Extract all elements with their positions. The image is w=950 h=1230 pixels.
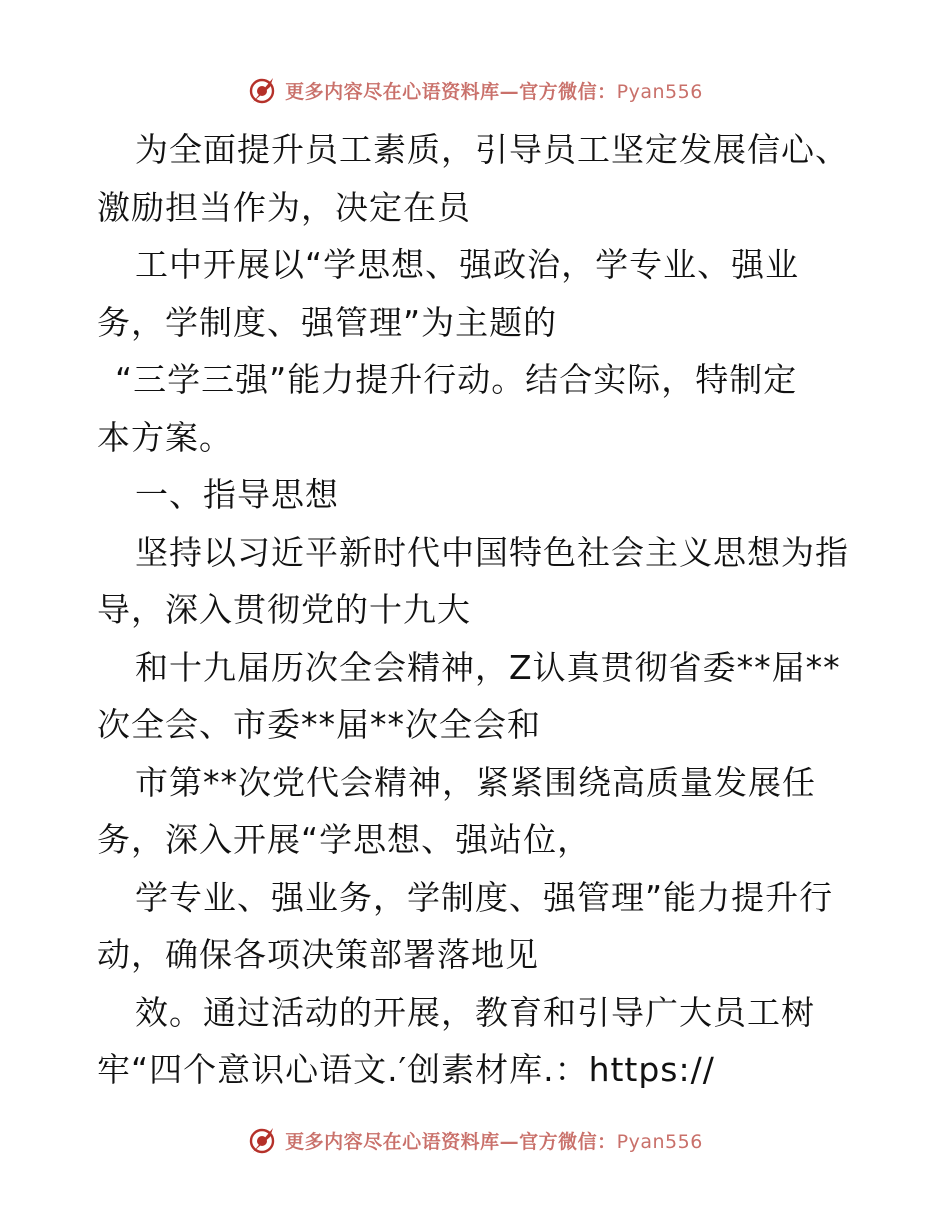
paragraph-line: 次全会、市委**届**次全会和 xyxy=(97,705,541,744)
paragraph-line: 导，深入贯彻党的十九大 xyxy=(97,590,471,629)
paragraph-line: 和十九届历次全会精神，Z认真贯彻省委**届** xyxy=(135,647,841,687)
paragraph-line: 学专业、强业务，学制度、强管理”能力提升行 xyxy=(135,877,834,917)
quill-globe-logo-icon xyxy=(247,1125,277,1155)
paragraph-line: 效。通过活动的开展，教育和引导广大员工树 xyxy=(135,992,815,1032)
section-heading: 一、指导思想 xyxy=(135,475,339,514)
document-body xyxy=(97,121,867,1099)
paragraph-line: 本方案。 xyxy=(97,417,233,457)
watermark-wechat-id: Pyan556 xyxy=(616,80,703,103)
watermark-main-text: 更多内容尽在心语资料库—官方微信： xyxy=(285,1130,617,1153)
footer-watermark xyxy=(0,1120,950,1160)
quill-globe-logo-icon xyxy=(247,75,277,105)
paragraph-line: 务，深入开展“学思想、强站位， xyxy=(97,820,592,859)
paragraph-line: 务，学制度、强管理”为主题的 xyxy=(97,302,558,342)
paragraph-line: 动，确保各项决策部署落地见 xyxy=(97,935,539,974)
paragraph-line: 市第**次党代会精神，紧紧围绕高质量发展任 xyxy=(135,762,816,802)
paragraph-line: 为全面提升员工素质，引导员工坚定发展信心、 xyxy=(135,130,849,169)
watermark-text xyxy=(285,1127,703,1154)
paragraph-line: 牢“四个意识心语文.′创素材库.：https:// xyxy=(97,1050,715,1089)
watermark-text xyxy=(285,77,703,104)
paragraph-line: 激励担当作为，决定在员 xyxy=(97,187,471,227)
paragraph-line: “三学三强”能力提升行动。结合实际，特制定 xyxy=(115,360,798,399)
watermark-wechat-id: Pyan556 xyxy=(616,1130,703,1153)
paragraph-line: 坚持以习近平新时代中国特色社会主义思想为指 xyxy=(135,532,849,572)
paragraph-line: 工中开展以“学思想、强政治，学专业、强业 xyxy=(135,245,800,284)
watermark-main-text: 更多内容尽在心语资料库—官方微信： xyxy=(285,80,617,103)
header-watermark xyxy=(0,70,950,110)
